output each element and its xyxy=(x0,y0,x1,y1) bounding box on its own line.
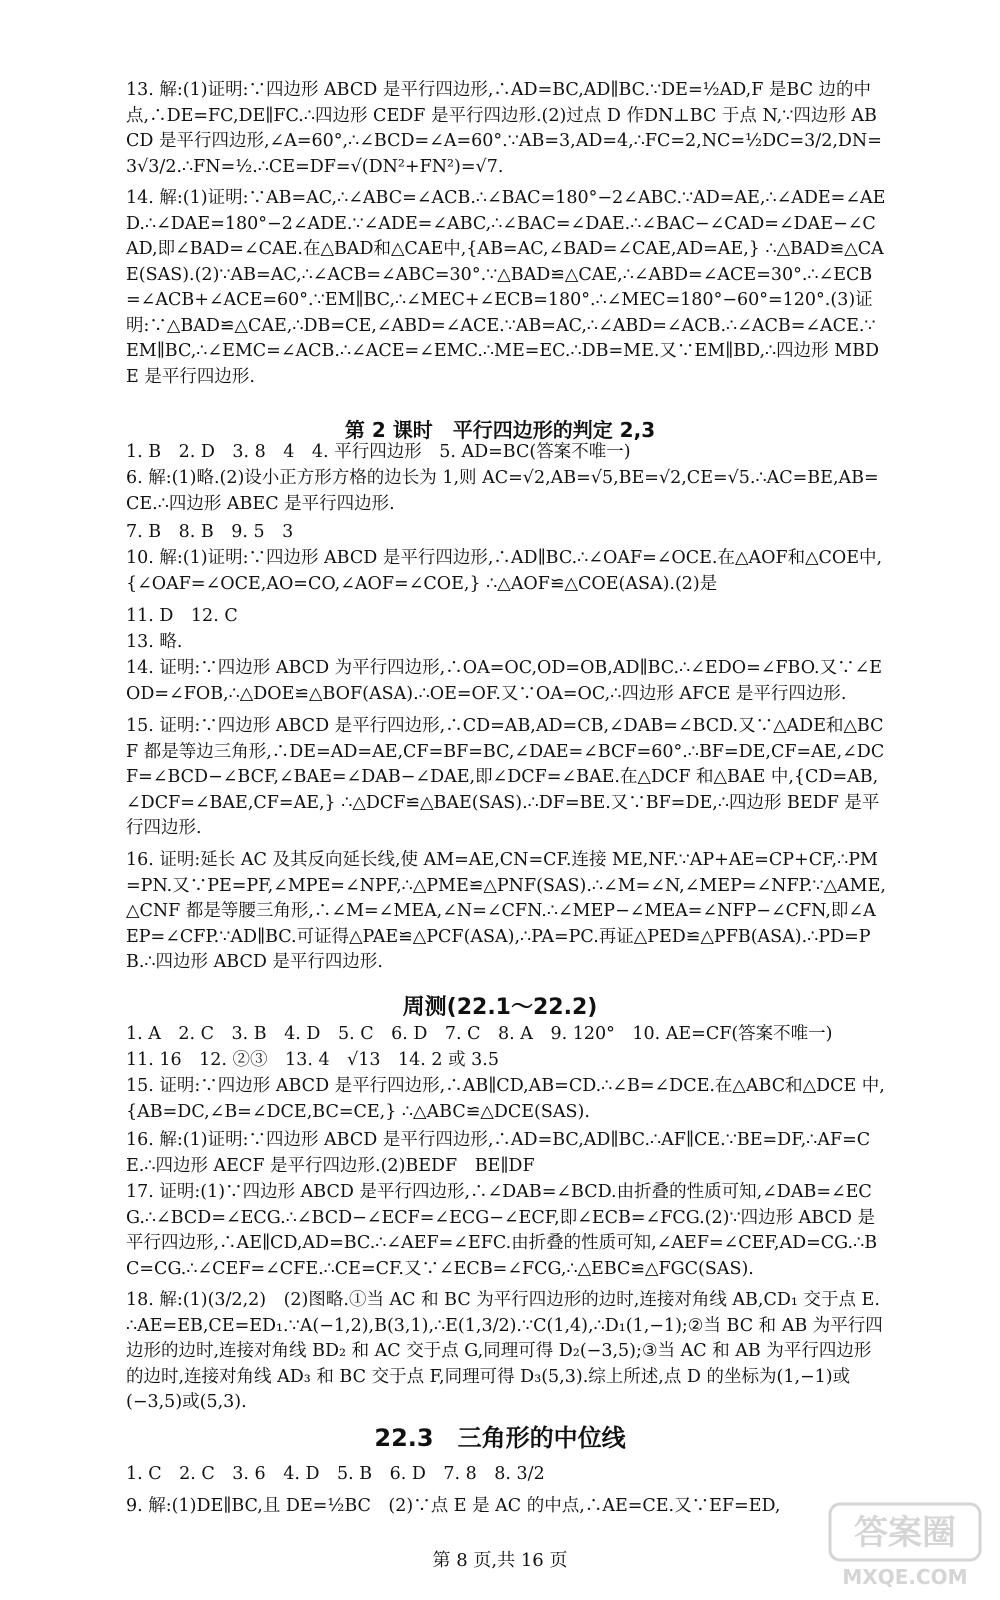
answer-16: 16. 证明:延长 AC 及其反向延长线,使 AM=AE,CN=CF.连接 ME,NF.∵AP+AE=CP+CF,∴PM=PN.又∵PE=PF,∠MPE=∠NPF,∴△PME≌△PNF(SAS).∴∠M=∠N,∠MEP=∠NFP.∵△AME,△CNF 都是等腰三角形,∴∠M=∠MEA,∠N=∠CFN.∴∠MEP−∠MEA=∠NFP−∠CFN,即∠AEP=∠CFP.∵AD∥BC.可证得△PAE≌△PCF(ASA),∴PA=PC.再证△PED≌△PFB(ASA).∴PD=PB.∴四边形 ABCD 是平行四边形. xyxy=(126,850,886,972)
section-heading-weekly-test: 周测(22.1～22.2) xyxy=(402,995,598,1020)
section-heading-midline: 22.3 三角形的中位线 xyxy=(374,1424,626,1452)
weekly-answers-1-10: 1. A 2. C 3. B 4. D 5. C 6. D 7. C 8. A 9. 120° 10. AE=CF(答案不唯一) xyxy=(126,1024,833,1044)
page-footer: 第 8 页,共 16 页 xyxy=(432,1550,568,1571)
weekly-answer-17: 17. 证明:(1)∵四边形 ABCD 是平行四边形,∴∠DAB=∠BCD.由折叠的性质可知,∠DAB=∠ECG.∴∠BCD=∠ECG.∴∠BCD−∠ECF=∠ECG−∠ECF,即∠ECB=∠FCG.(2)∵四边形 ABCD 是平行四边形,∴AE∥CD,AD=BC.∴∠AEF=∠EFC.由折叠的性质可知,∠AEF=∠CEF,AD=CG.∴BC=CG.∴∠CEF=∠CFE.∴CE=CF.又∵∠ECB=∠FCG,∴△EBC≌△FGC(SAS). xyxy=(126,1182,878,1279)
answer-6: 6. 解:(1)略.(2)设小正方形方格的边长为 1,则 AC=√2,AB=√5,BE=√2,CE=√5.∴AC=BE,AB=CE.∴四边形 ABEC 是平行四边形. xyxy=(126,468,879,514)
answer-14b: 14. 证明:∵四边形 ABCD 为平行四边形,∴OA=OC,OD=OB,AD∥BC.∴∠EDO=∠FBO.又∵∠EOD=∠FOB,∴△DOE≌△BOF(ASA).∴OE=OF.又∵OA=OC,∴四边形 AFCE 是平行四边形. xyxy=(126,658,883,704)
answer-15: 15. 证明:∵四边形 ABCD 是平行四边形,∴CD=AB,AD=CB,∠DAB=∠BCD.又∵△ADE和△BCF 都是等边三角形,∴DE=AD=AE,CF=BF=BC,∠DAE=∠BCF=60°.∴BF=DE,CF=AE,∠DCF=∠BCD−∠BCF,∠BAE=∠DAB−∠DAE,即∠DCF=∠BAE.在△DCF 和△BAE 中,{CD=AB,∠DCF=∠BAE,CF=AE,} ∴△DCF≌△BAE(SAS).∴DF=BE.又∵BF=DE,∴四边形 BEDF 是平行四边形. xyxy=(126,716,885,838)
answers-1-5: 1. B 2. D 3. 8 4 4. 平行四边形 5. AD=BC(答案不唯一) xyxy=(126,442,631,462)
midline-answers-1-8: 1. C 2. C 3. 6 4. D 5. B 6. D 7. 8 8. 3/2 xyxy=(126,1464,545,1484)
svg-text:MXQE.COM: MXQE.COM xyxy=(842,1565,968,1589)
weekly-answer-18: 18. 解:(1)(3/2,2) (2)图略.①当 AC 和 BC 为平行四边形的边时,连接对角线 AB,CD₁ 交于点 E.∴AE=EB,CE=ED₁.∵A(−1,2),B(3,1),∴E(1,3/2).∵C(1,4),∴D₁(1,−1);②当 BC 和 AB 为平行四边形的边时,连接对角线 BD₂ 和 AC 交于点 G,同理可得 D₂(−3,5);③当 AC 和 AB 为平行四边形的边时,连接对角线 AD₃ 和 BC 交于点 F,同理可得 D₃(5,3).综上所述,点 D 的坐标为(1,−1)或(−3,5)或(5,3). xyxy=(126,1290,883,1412)
svg-text:答案圈: 答案圈 xyxy=(854,1513,956,1553)
answer-13b: 13. 略. xyxy=(126,632,183,652)
answer-14: 14. 解:(1)证明:∵AB=AC,∴∠ABC=∠ACB.∴∠BAC=180°−2∠ABC.∵AD=AE,∴∠ADE=∠AED.∴∠DAE=180°−2∠ADE.∵∠ADE=∠ABC,∴∠BAC=∠DAE.∴∠BAC−∠CAD=∠DAE−∠CAD,即∠BAD=∠CAE.在△BAD和△CAE中,{AB=AC,∠BAD=∠CAE,AD=AE,} ∴△BAD≌△CAE(SAS).(2)∵AB=AC,∴∠ACB=∠ABC=30°.∵△BAD≌△CAE,∴∠ABD=∠ACE=30°.∴∠ECB=∠ACB+∠ACE=60°.∵EM∥BC,∴∠MEC+∠ECB=180°.∴∠MEC=180°−60°=120°.(3)证明:∵△BAD≌△CAE,∴DB=CE,∠ABD=∠ACE.∵AB=AC,∴∠ABD=∠ACB.∴∠ACB=∠ACE.∵EM∥BC,∴∠EMC=∠ACB.∴∠ACE=∠EMC.∴ME=EC.∴DB=ME.又∵EM∥BD,∴四边形 MBDE 是平行四边形. xyxy=(126,188,886,387)
answers-11-12: 11. D 12. C xyxy=(126,606,238,626)
answer-13: 13. 解:(1)证明:∵四边形 ABCD 是平行四边形,∴AD=BC,AD∥BC.∵DE=½AD,F 是BC 边的中点,∴DE=FC,DE∥FC.∴四边形 CEDF 是平行四边形.(2)过点 D 作DN⊥BC 于点 N,∵四边形 ABCD 是平行四边形,∠A=60°,∴∠BCD=∠A=60°.∵AB=3,AD=4,∴FC=2,NC=½DC=3/2,DN=3√3/2.∴FN=½.∴CE=DF=√(DN²+FN²)=√7. xyxy=(126,80,882,177)
weekly-answer-16: 16. 解:(1)证明:∵四边形 ABCD 是平行四边形,∴AD=BC,AD∥BC.∴AF∥CE.∵BE=DF,∴AF=CE.∴四边形 AECF 是平行四边形.(2)BEDF BE∥DF xyxy=(126,1130,871,1176)
midline-answer-9: 9. 解:(1)DE∥BC,且 DE=½BC (2)∵点 E 是 AC 的中点,∴AE=CE.又∵EF=ED, xyxy=(126,1496,781,1516)
answer-10: 10. 解:(1)证明:∵四边形 ABCD 是平行四边形,∴AD∥BC.∴∠OAF=∠OCE.在△AOF和△COE中,{∠OAF=∠OCE,AO=CO,∠AOF=∠COE,} ∴△AOF≌△COE(ASA).(2)是 xyxy=(126,548,883,594)
weekly-answer-15: 15. 证明:∵四边形 ABCD 是平行四边形,∴AB∥CD,AB=CD.∴∠B=∠DCE.在△ABC和△DCE 中,{AB=DC,∠B=∠DCE,BC=CE,} ∴△ABC≌△DCE(SAS). xyxy=(126,1076,885,1122)
answers-7-9: 7. B 8. B 9. 5 3 xyxy=(126,522,294,542)
weekly-answers-11-14: 11. 16 12. ②③ 13. 4 √13 14. 2 或 3.5 xyxy=(126,1050,499,1070)
section-heading-lesson2: 第 2 课时 平行四边形的判定 2,3 xyxy=(344,418,656,442)
watermark-logo xyxy=(826,1500,986,1590)
